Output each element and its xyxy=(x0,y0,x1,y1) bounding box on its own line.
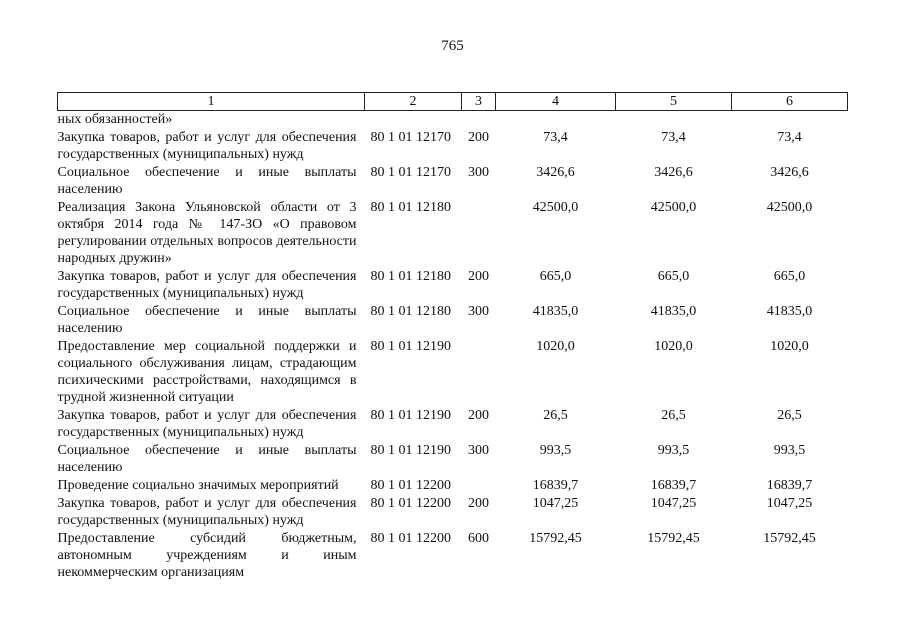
row-expense-type: 600 xyxy=(468,531,489,546)
row-code: 80 1 01 12180 xyxy=(370,200,451,215)
row-code xyxy=(365,111,462,129)
row-value-3: 26,5 xyxy=(777,408,802,423)
row-value-2: 41835,0 xyxy=(650,304,697,319)
row-value-2: 42500,0 xyxy=(650,200,697,215)
row-expense-type xyxy=(462,337,496,406)
table-header xyxy=(58,93,848,111)
row-name: Социальное обеспечение и иные выплаты населению xyxy=(57,443,357,475)
row-name: Закупка товаров, работ и услуг для обеспечения государственных (муниципальных) нужд xyxy=(57,130,357,162)
row-value-3: 993,5 xyxy=(773,443,806,458)
row-value-3: 665,0 xyxy=(773,269,806,284)
column-header-4: 4 xyxy=(496,93,616,111)
column-header-5: 5 xyxy=(616,93,732,111)
column-header-1: 1 xyxy=(58,93,365,111)
row-code: 80 1 01 12200 xyxy=(370,531,451,546)
row-value-1: 993,5 xyxy=(539,443,572,458)
row-code: 80 1 01 12170 xyxy=(370,130,451,145)
row-code: 80 1 01 12170 xyxy=(370,165,451,180)
row-name: Проведение социально значимых мероприятий xyxy=(57,478,339,493)
table-body xyxy=(58,111,848,582)
row-value-1: 16839,7 xyxy=(532,478,579,493)
row-value-2: 665,0 xyxy=(657,269,690,284)
column-header-3: 3 xyxy=(462,93,496,111)
table-row xyxy=(58,198,848,267)
row-expense-type: 300 xyxy=(468,165,489,180)
row-value-3: 16839,7 xyxy=(766,478,813,493)
row-value-2: 26,5 xyxy=(661,408,686,423)
row-value-1: 1020,0 xyxy=(536,339,575,354)
row-value-1: 42500,0 xyxy=(532,200,579,215)
row-value-1: 665,0 xyxy=(539,269,572,284)
row-code: 80 1 01 12190 xyxy=(370,408,451,423)
table-row xyxy=(58,163,848,198)
table-row xyxy=(58,441,848,476)
row-value-1: 26,5 xyxy=(543,408,568,423)
row-expense-type: 200 xyxy=(468,408,489,423)
row-value-2: 1020,0 xyxy=(654,339,693,354)
table-row xyxy=(58,111,848,129)
row-value-2: 73,4 xyxy=(661,130,686,145)
row-code: 80 1 01 12190 xyxy=(370,443,451,458)
row-code: 80 1 01 12200 xyxy=(370,496,451,511)
row-code: 80 1 01 12190 xyxy=(370,339,451,354)
row-name: Предоставление мер социальной поддержки и социального обслуживания лицам, страдающим психическими расстройствами, находящимся в трудной жизненной ситуации xyxy=(57,339,357,405)
row-value-1 xyxy=(496,111,616,129)
row-value-3: 73,4 xyxy=(777,130,802,145)
row-value-3: 3426,6 xyxy=(770,165,809,180)
row-value-3: 42500,0 xyxy=(766,200,813,215)
column-numbers-row xyxy=(58,93,848,111)
budget-table xyxy=(57,92,848,581)
table-row xyxy=(58,529,848,581)
row-value-2: 993,5 xyxy=(657,443,690,458)
row-value-2: 3426,6 xyxy=(654,165,693,180)
row-expense-type xyxy=(462,198,496,267)
row-expense-type: 200 xyxy=(468,269,489,284)
table-row xyxy=(58,476,848,494)
row-name: Предоставление субсидий бюджетным, автономным учреждениям и иным некоммерческим организациям xyxy=(57,531,357,580)
row-expense-type: 300 xyxy=(468,443,489,458)
row-value-3: 41835,0 xyxy=(766,304,813,319)
row-name: Закупка товаров, работ и услуг для обеспечения государственных (муниципальных) нужд xyxy=(57,496,357,528)
row-value-2: 1047,25 xyxy=(650,496,697,511)
row-expense-type: 200 xyxy=(468,496,489,511)
row-value-1: 41835,0 xyxy=(532,304,579,319)
row-expense-type xyxy=(462,111,496,129)
row-expense-type: 200 xyxy=(468,130,489,145)
row-value-3: 15792,45 xyxy=(763,531,816,546)
table-row xyxy=(58,267,848,302)
column-header-2: 2 xyxy=(365,93,462,111)
row-value-3 xyxy=(732,111,848,129)
table-row xyxy=(58,337,848,406)
row-name: Социальное обеспечение и иные выплаты населению xyxy=(57,165,357,197)
row-expense-type: 300 xyxy=(468,304,489,319)
row-code: 80 1 01 12180 xyxy=(370,269,451,284)
table-row xyxy=(58,494,848,529)
row-name: Закупка товаров, работ и услуг для обеспечения государственных (муниципальных) нужд xyxy=(57,269,357,301)
row-name: Закупка товаров, работ и услуг для обеспечения государственных (муниципальных) нужд xyxy=(57,408,357,440)
table-row xyxy=(58,302,848,337)
row-value-1: 73,4 xyxy=(543,130,568,145)
row-code: 80 1 01 12200 xyxy=(370,478,451,493)
table-row xyxy=(58,128,848,163)
row-value-1: 15792,45 xyxy=(529,531,582,546)
row-value-1: 1047,25 xyxy=(532,496,579,511)
row-value-2: 16839,7 xyxy=(650,478,697,493)
page-number: 765 xyxy=(441,38,464,54)
row-value-3: 1020,0 xyxy=(770,339,809,354)
column-header-6: 6 xyxy=(732,93,848,111)
row-value-3: 1047,25 xyxy=(766,496,813,511)
row-expense-type xyxy=(462,476,496,494)
row-name: ных обязанностей» xyxy=(57,112,173,127)
row-value-1: 3426,6 xyxy=(536,165,575,180)
row-name: Социальное обеспечение и иные выплаты населению xyxy=(57,304,357,336)
row-value-2: 15792,45 xyxy=(647,531,700,546)
row-name: Реализация Закона Ульяновской области от 3 октября 2014 года № 147-ЗО «О правовом регулировании отдельных вопросов деятельности народных дружин» xyxy=(57,200,357,266)
table-row xyxy=(58,406,848,441)
row-value-2 xyxy=(616,111,732,129)
row-code: 80 1 01 12180 xyxy=(370,304,451,319)
